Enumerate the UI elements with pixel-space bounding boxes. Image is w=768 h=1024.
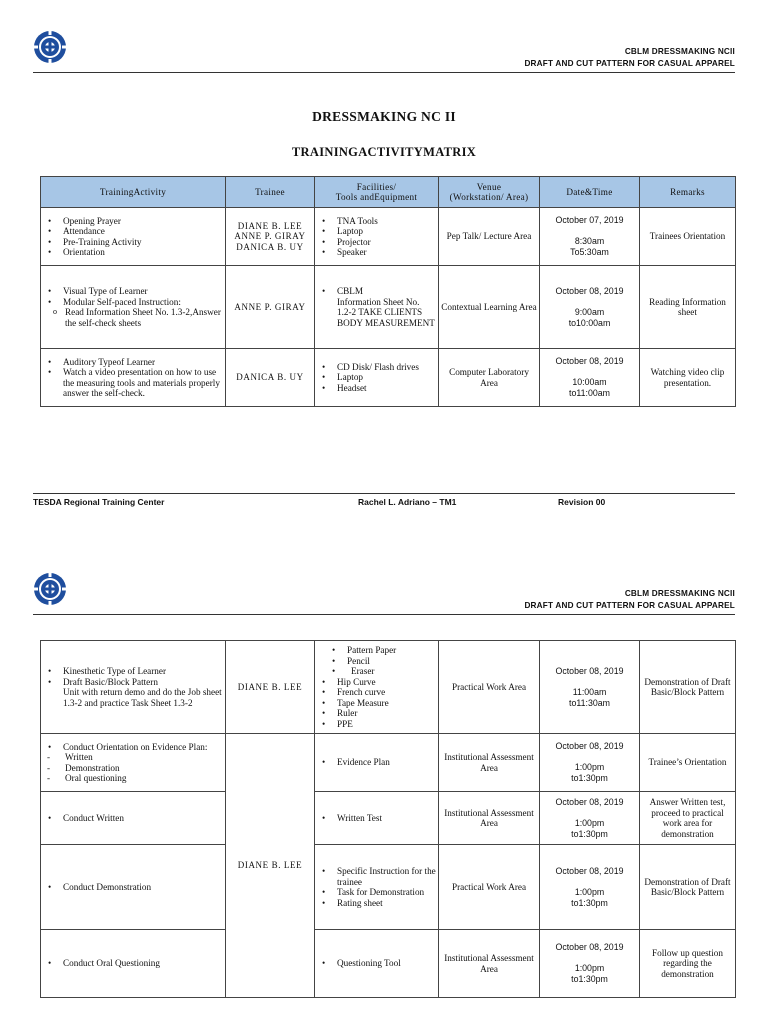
list-item: • CD Disk/ Flash drives bbox=[337, 362, 436, 373]
activity-cell bbox=[41, 930, 226, 998]
header-divider bbox=[33, 614, 735, 615]
time-text: 10:00am bbox=[572, 377, 607, 387]
col-remarks: Remarks bbox=[640, 177, 736, 208]
list-item: • Laptop bbox=[337, 372, 436, 383]
col-trainee: Trainee bbox=[226, 177, 315, 208]
venue-cell: Institutional Assessment Area bbox=[439, 734, 540, 792]
list-item: • Written Test bbox=[337, 813, 436, 824]
trainee-cell bbox=[226, 208, 315, 266]
venue-cell: Institutional Assessment Area bbox=[439, 792, 540, 845]
header-line-1: CBLM DRESSMAKING NCII bbox=[624, 47, 735, 56]
list-item: • Visual Type of Learner bbox=[63, 286, 223, 297]
header-divider bbox=[33, 72, 735, 73]
time-text: 1:00pm bbox=[574, 817, 605, 828]
datetime-cell bbox=[540, 349, 640, 407]
venue-cell: Practical Work Area bbox=[439, 641, 540, 734]
time-text: 11:00am bbox=[572, 686, 607, 697]
header-line-2: DRAFT AND CUT PATTERN FOR CASUAL APPAREL bbox=[524, 59, 735, 68]
facilities-cell bbox=[315, 208, 439, 266]
date-text: October 08, 2019 bbox=[555, 942, 624, 952]
training-activity-table-continued bbox=[40, 640, 736, 998]
remarks-cell: Trainee’s Orientation bbox=[640, 734, 736, 792]
list-item: • Pencil bbox=[347, 656, 436, 667]
trainee-cell: ANNE P. GIRAY bbox=[226, 266, 315, 349]
remarks-cell: Answer Written test, proceed to practical work area for demonstration bbox=[640, 792, 736, 845]
list-item: • Conduct Written bbox=[63, 813, 223, 824]
footer-divider bbox=[33, 493, 735, 494]
datetime-cell bbox=[540, 266, 640, 349]
activity-cell bbox=[41, 845, 226, 930]
trainee-cell: DIANE B. LEE bbox=[226, 641, 315, 734]
list-item: • Hip Curve bbox=[337, 677, 436, 688]
list-item: • Pre-Training Activity bbox=[63, 237, 223, 248]
table-row bbox=[41, 208, 736, 266]
list-item: • CBLM bbox=[337, 286, 436, 297]
list-item: • Draft Basic/Block Pattern bbox=[63, 677, 223, 688]
list-item: • Eraser bbox=[347, 666, 436, 677]
venue-cell: Computer Laboratory Area bbox=[439, 349, 540, 407]
header-line-2: DRAFT AND CUT PATTERN FOR CASUAL APPAREL bbox=[524, 601, 735, 610]
datetime-cell bbox=[540, 792, 640, 845]
time-text: to11:00am bbox=[569, 388, 610, 398]
list-item: • Tape Measure bbox=[337, 698, 436, 709]
training-activity-table bbox=[40, 176, 736, 407]
time-text: 8:30am bbox=[574, 236, 605, 246]
col-facilities: Facilities/ Tools andEquipment bbox=[315, 177, 439, 208]
facilities-cell bbox=[315, 734, 439, 792]
activity-cell bbox=[41, 641, 226, 734]
table-row bbox=[41, 266, 736, 349]
remarks-cell: Follow up question regarding the demonstration bbox=[640, 930, 736, 998]
col-venue: Venue (Workstation/ Area) bbox=[439, 177, 540, 208]
trainee-name: DIANE B. LEE bbox=[237, 220, 303, 231]
list-item: • Modular Self-paced Instruction: bbox=[63, 297, 223, 308]
facilities-cell bbox=[315, 641, 439, 734]
list-item: • Conduct Demonstration bbox=[63, 882, 223, 893]
table-row bbox=[41, 792, 736, 845]
facilities-cell bbox=[315, 266, 439, 349]
venue-cell: Pep Talk/ Lecture Area bbox=[439, 208, 540, 266]
activity-detail: Unit with return demo and do the Job sheet 1.3-2 and practice Task Sheet 1.3-2 bbox=[63, 687, 222, 708]
list-item: • Laptop bbox=[337, 226, 436, 237]
table-row bbox=[41, 734, 736, 792]
trainee-cell: DANICA B. UY bbox=[226, 349, 315, 407]
list-item: • Attendance bbox=[63, 226, 223, 237]
list-item: • Opening Prayer bbox=[63, 216, 223, 227]
time-text: to1:30pm bbox=[571, 828, 608, 839]
list-item: • Task for Demonstration bbox=[337, 887, 436, 898]
document-header bbox=[524, 588, 735, 612]
col-activity: TrainingActivity bbox=[41, 177, 226, 208]
document-header bbox=[524, 46, 735, 70]
date-text: October 08, 2019 bbox=[555, 665, 624, 676]
venue-cell: Practical Work Area bbox=[439, 845, 540, 930]
activity-cell bbox=[41, 266, 226, 349]
time-text: 9:00am bbox=[574, 306, 605, 317]
date-text: October 08, 2019 bbox=[555, 285, 624, 296]
dash-item: - Written bbox=[43, 752, 223, 763]
time-text: to11:30am bbox=[569, 697, 610, 708]
venue-cell: Institutional Assessment Area bbox=[439, 930, 540, 998]
remarks-cell: Demonstration of Draft Basic/Block Pattern bbox=[640, 641, 736, 734]
table-row bbox=[41, 641, 736, 734]
activity-cell bbox=[41, 734, 226, 792]
facility-detail: Information Sheet No. 1.2-2 TAKE CLIENTS BODY MEASUREMENT bbox=[337, 296, 435, 328]
list-item: • Questioning Tool bbox=[337, 958, 436, 969]
tesda-logo-icon bbox=[33, 572, 67, 606]
time-text: To5:30am bbox=[570, 247, 609, 257]
list-item: • Projector bbox=[337, 237, 436, 248]
list-item: • Conduct Oral Questioning bbox=[63, 958, 223, 969]
footer-center-name: TESDA Regional Training Center bbox=[33, 497, 165, 507]
list-item: • Auditory Typeof Learner bbox=[63, 357, 223, 368]
trainee-cell: DIANE B. LEE bbox=[226, 734, 315, 998]
list-item: • Specific Instruction for the trainee bbox=[337, 866, 436, 887]
remarks-cell: Trainees Orientation bbox=[640, 208, 736, 266]
footer-revision: Revision 00 bbox=[558, 497, 606, 507]
time-text: to1:30pm bbox=[571, 897, 608, 908]
date-text: October 08, 2019 bbox=[555, 796, 624, 807]
time-text: to1:30pm bbox=[571, 773, 608, 783]
list-item: • Ruler bbox=[337, 708, 436, 719]
list-item: • Watch a video presentation on how to use the measuring tools and materials properly answer the self-check. bbox=[63, 367, 223, 399]
page-2 bbox=[0, 520, 768, 1024]
list-item: • Pattern Paper bbox=[347, 645, 436, 656]
facilities-cell bbox=[315, 349, 439, 407]
time-text: to1:30pm bbox=[571, 974, 608, 984]
table-row bbox=[41, 930, 736, 998]
table-header-row bbox=[41, 177, 736, 208]
list-item: • Headset bbox=[337, 383, 436, 394]
facilities-cell bbox=[315, 930, 439, 998]
page-subtitle: TRAININGACTIVITYMATRIX bbox=[291, 145, 477, 159]
datetime-cell bbox=[540, 641, 640, 734]
time-text: 1:00pm bbox=[574, 963, 605, 973]
list-item: • Kinesthetic Type of Learner bbox=[63, 666, 223, 677]
sub-list-item: o Read Information Sheet No. 1.3-2,Answer the self-check sheets bbox=[43, 307, 223, 328]
page-title: DRESSMAKING NC II bbox=[312, 109, 456, 124]
list-item: • TNA Tools bbox=[337, 216, 436, 227]
dash-item: - Oral questioning bbox=[43, 773, 223, 784]
tesda-logo-icon bbox=[33, 30, 67, 64]
activity-cell bbox=[41, 349, 226, 407]
activity-cell bbox=[41, 208, 226, 266]
time-text: to10:00am bbox=[568, 317, 611, 328]
list-item: • Conduct Orientation on Evidence Plan: bbox=[63, 742, 223, 753]
list-item: • PPE bbox=[337, 719, 436, 730]
datetime-cell bbox=[540, 208, 640, 266]
list-item: • Orientation bbox=[63, 247, 223, 258]
trainee-name: DANICA B. UY bbox=[236, 241, 304, 252]
col-datetime: Date&Time bbox=[540, 177, 640, 208]
table-row bbox=[41, 845, 736, 930]
date-text: October 08, 2019 bbox=[555, 865, 624, 876]
date-text: October 08, 2019 bbox=[555, 356, 624, 366]
time-text: 1:00pm bbox=[574, 762, 605, 772]
list-item: • Rating sheet bbox=[337, 898, 436, 909]
trainee-name: ANNE P. GIRAY bbox=[234, 231, 306, 242]
list-item: • Evidence Plan bbox=[337, 757, 436, 768]
venue-cell: Contextual Learning Area bbox=[439, 266, 540, 349]
footer-author: Rachel L. Adriano – TM1 bbox=[358, 497, 457, 507]
remarks-cell: Watching video clip presentation. bbox=[640, 349, 736, 407]
facilities-cell bbox=[315, 792, 439, 845]
list-item: • Speaker bbox=[337, 247, 436, 258]
activity-cell bbox=[41, 792, 226, 845]
remarks-cell: Demonstration of Draft Basic/Block Pattern bbox=[640, 845, 736, 930]
table-row bbox=[41, 349, 736, 407]
datetime-cell bbox=[540, 930, 640, 998]
date-text: October 07, 2019 bbox=[555, 215, 624, 225]
datetime-cell bbox=[540, 845, 640, 930]
time-text: 1:00pm bbox=[574, 886, 605, 897]
list-item: • French curve bbox=[337, 687, 436, 698]
header-line-1: CBLM DRESSMAKING NCII bbox=[624, 589, 735, 598]
dash-item: - Demonstration bbox=[43, 763, 223, 774]
remarks-cell: Reading Information sheet bbox=[640, 266, 736, 349]
datetime-cell bbox=[540, 734, 640, 792]
facilities-cell bbox=[315, 845, 439, 930]
date-text: October 08, 2019 bbox=[555, 741, 624, 751]
